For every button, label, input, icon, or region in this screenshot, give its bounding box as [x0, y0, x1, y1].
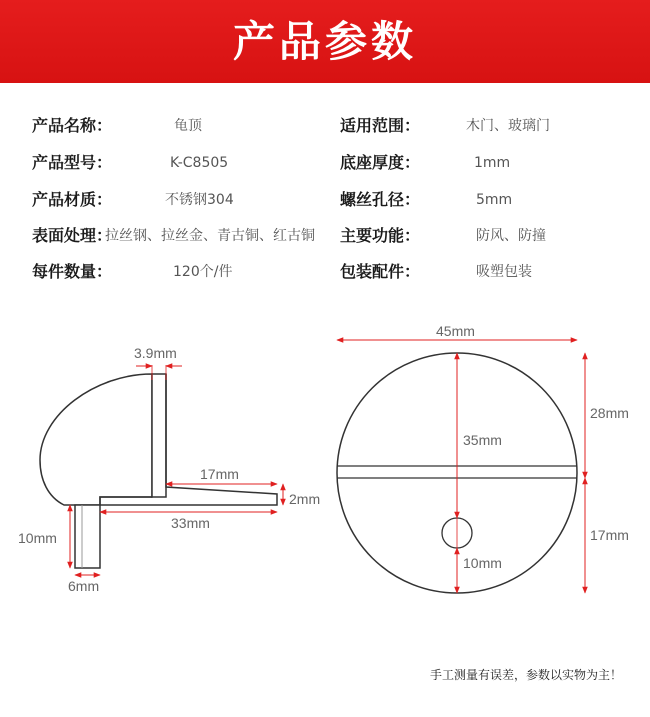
- dim-screw-length: 10mm: [18, 530, 57, 546]
- spec-label: 螺丝孔径：: [340, 190, 421, 209]
- dim-base-length: 17mm: [200, 466, 239, 482]
- dim-lower-height: 17mm: [590, 527, 629, 543]
- spec-value: 木门、玻璃门: [466, 118, 550, 134]
- dim-diameter: 45mm: [436, 323, 475, 339]
- spec-label: 底座厚度：: [340, 153, 421, 172]
- dim-plate-thickness: 3.9mm: [134, 345, 177, 361]
- side-view-drawing: [18, 345, 320, 594]
- spec-value: 不锈钢304: [165, 192, 234, 208]
- page-title: 产品参数: [232, 17, 417, 66]
- dim-screw-diameter: 6mm: [68, 578, 100, 594]
- vertical-plate: [152, 374, 166, 497]
- dim-hole-offset: 10mm: [463, 555, 502, 571]
- front-view-drawing: [337, 323, 629, 593]
- spec-value: 吸塑包装: [476, 264, 532, 280]
- spec-label: 产品型号：: [32, 153, 113, 172]
- spec-value: 120个/件: [173, 264, 233, 280]
- spec-value: 龟顶: [174, 118, 202, 134]
- spec-value: 拉丝钢、拉丝金、青古铜、红古铜: [105, 228, 315, 244]
- spec-label: 适用范围：: [340, 116, 421, 135]
- screw-shank: [75, 505, 100, 568]
- spec-label: 表面处理：: [32, 226, 113, 245]
- spec-value: 防风、防撞: [476, 228, 546, 244]
- spec-value: K-C8505: [170, 155, 229, 171]
- dim-upper-height: 28mm: [590, 405, 629, 421]
- spec-label: 包装配件：: [340, 262, 421, 281]
- dim-center-height: 35mm: [463, 432, 502, 448]
- spec-label: 每件数量：: [32, 262, 113, 281]
- dome-shape: [40, 374, 152, 505]
- spec-label: 产品材质：: [32, 190, 113, 209]
- spec-value: 5mm: [476, 192, 513, 208]
- measurement-note: 手工测量有误差，参数以实物为主！: [429, 668, 622, 682]
- dim-base-thickness: 2mm: [289, 491, 321, 507]
- spec-label: 主要功能：: [340, 226, 421, 245]
- dim-total-length: 33mm: [171, 515, 210, 531]
- spec-value: 1mm: [474, 155, 511, 171]
- spec-label: 产品名称：: [32, 116, 113, 135]
